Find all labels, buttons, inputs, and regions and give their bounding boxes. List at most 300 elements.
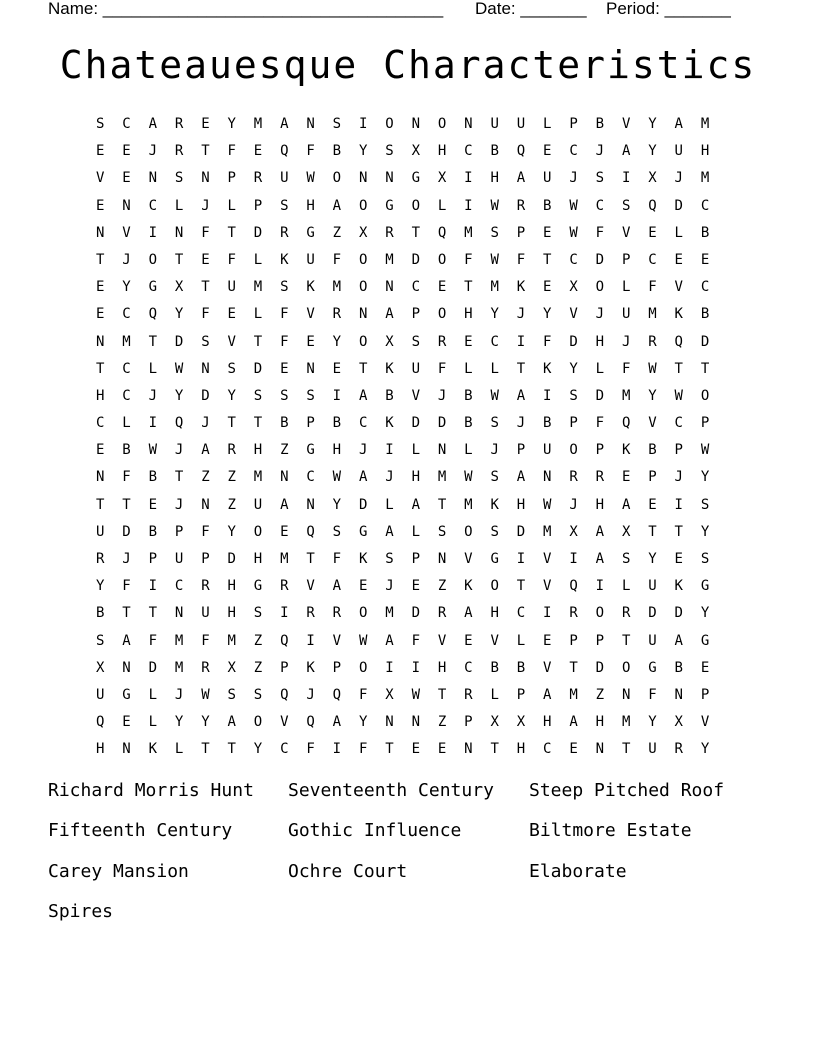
grid-letter: E (280, 523, 289, 540)
grid-letter: X (621, 523, 631, 540)
grid-letter: R (595, 469, 605, 486)
word-list-item: Gothic Influence (288, 820, 462, 842)
grid-letter: O (595, 279, 605, 296)
grid-letter: N (543, 469, 552, 486)
grid-letter: P (648, 469, 657, 486)
grid-letter: E (306, 333, 315, 350)
grid-letter: I (306, 632, 315, 649)
grid-letter: T (148, 605, 158, 622)
grid-letter: A (543, 686, 552, 703)
grid-row (96, 332, 727, 359)
grid-letter: N (437, 442, 447, 459)
grid-letter: E (280, 360, 289, 377)
grid-letter: N (280, 469, 289, 486)
grid-letter: L (543, 116, 552, 132)
grid-letter: T (674, 523, 683, 540)
grid-letter: A (148, 116, 158, 132)
grid-letter: M (253, 279, 263, 296)
grid-letter: W (464, 469, 473, 486)
grid-letter: L (148, 686, 158, 703)
grid-letter: S (621, 551, 631, 567)
grid-letter: N (201, 496, 210, 513)
grid-letter: T (385, 741, 394, 758)
grid-letter: A (358, 387, 368, 404)
grid-letter: Y (174, 306, 184, 323)
grid-row (96, 304, 727, 331)
grid-letter: J (358, 442, 368, 459)
word-list-item: Carey Mansion (48, 860, 189, 882)
grid-letter: Z (201, 469, 210, 486)
grid-letter: L (490, 686, 499, 703)
grid-letter: S (280, 279, 289, 296)
grid-letter: W (648, 360, 657, 377)
grid-letter: U (306, 251, 315, 268)
grid-letter: C (543, 741, 552, 758)
grid-row (96, 467, 727, 494)
grid-letter: H (253, 551, 263, 567)
grid-letter: K (280, 251, 289, 268)
grid-letter: L (122, 415, 131, 432)
grid-letter: U (674, 143, 683, 160)
grid-letter: C (700, 197, 710, 214)
grid-letter: X (569, 523, 578, 540)
grid-letter: S (700, 551, 710, 567)
grid-letter: C (122, 116, 131, 132)
grid-letter: W (148, 442, 158, 459)
grid-letter: V (411, 387, 420, 404)
grid-letter: T (648, 523, 657, 540)
grid-letter: T (437, 496, 447, 513)
grid-letter: B (385, 387, 394, 404)
grid-letter: M (621, 714, 631, 731)
grid-row (96, 413, 727, 440)
grid-letter: S (411, 333, 420, 350)
grid-letter: P (411, 306, 420, 323)
grid-letter: M (569, 686, 578, 703)
grid-letter: J (674, 170, 683, 187)
grid-letter: O (148, 251, 158, 268)
grid-letter: I (148, 415, 158, 432)
grid-letter: L (595, 360, 605, 377)
grid-letter: K (306, 279, 315, 296)
grid-letter: I (148, 578, 158, 595)
grid-letter: P (700, 415, 710, 432)
grid-letter: I (516, 551, 526, 567)
grid-letter: G (648, 659, 657, 676)
grid-letter: B (700, 306, 710, 323)
grid-letter: N (174, 605, 184, 622)
grid-letter: H (516, 496, 526, 513)
grid-letter: Q (569, 578, 578, 595)
grid-letter: B (490, 143, 499, 160)
grid-letter: X (437, 170, 447, 187)
grid-letter: X (385, 686, 394, 703)
grid-letter: B (332, 143, 342, 160)
grid-letter: H (332, 442, 342, 459)
grid-letter: L (674, 224, 683, 241)
grid-letter: V (490, 632, 499, 649)
grid-letter: E (201, 116, 210, 132)
grid-letter: M (227, 632, 236, 649)
grid-letter: G (700, 632, 710, 649)
grid-letter: C (464, 143, 473, 160)
grid-letter: R (96, 551, 105, 567)
grid-letter: O (700, 387, 710, 404)
grid-letter: M (332, 279, 342, 296)
grid-letter: S (490, 523, 499, 540)
grid-letter: G (700, 578, 710, 595)
grid-letter: Y (648, 143, 657, 160)
grid-letter: I (385, 442, 394, 459)
grid-letter: T (174, 469, 184, 486)
grid-letter: N (595, 741, 605, 758)
grid-letter: Y (358, 714, 368, 731)
grid-row (96, 658, 727, 685)
grid-letter: T (227, 415, 236, 432)
grid-letter: F (543, 333, 552, 350)
grid-letter: D (253, 224, 263, 241)
grid-letter: D (358, 496, 368, 513)
grid-letter: Y (700, 523, 710, 540)
grid-letter: H (306, 197, 315, 214)
grid-letter: Q (306, 714, 315, 731)
grid-letter: T (96, 360, 105, 377)
grid-letter: L (621, 279, 631, 296)
grid-letter: H (411, 469, 420, 486)
grid-letter: F (464, 251, 473, 268)
grid-letter: P (306, 415, 315, 432)
grid-letter: M (621, 387, 631, 404)
grid-letter: H (437, 659, 447, 676)
grid-letter: N (174, 224, 184, 241)
grid-letter: J (306, 686, 315, 703)
grid-letter: S (280, 387, 289, 404)
word-list-item: Elaborate (529, 860, 627, 882)
grid-letter: F (122, 578, 131, 595)
grid-letter: Y (227, 387, 236, 404)
grid-letter: S (569, 387, 578, 404)
grid-letter: O (385, 116, 394, 132)
grid-letter: J (174, 686, 184, 703)
grid-letter: T (674, 360, 683, 377)
grid-letter: A (332, 578, 342, 595)
grid-row (96, 549, 727, 576)
grid-letter: F (516, 251, 526, 268)
grid-letter: E (96, 143, 105, 160)
grid-letter: Y (174, 714, 184, 731)
grid-letter: D (595, 251, 605, 268)
grid-row (96, 250, 727, 277)
grid-letter: T (569, 659, 578, 676)
grid-letter: I (543, 605, 552, 622)
grid-letter: O (464, 523, 473, 540)
grid-letter: D (516, 523, 526, 540)
grid-letter: K (358, 551, 368, 567)
grid-letter: E (96, 306, 105, 323)
grid-letter: Z (253, 632, 263, 649)
grid-letter: H (437, 143, 447, 160)
grid-letter: A (516, 170, 526, 187)
grid-letter: Z (437, 714, 447, 731)
grid-letter: N (411, 714, 420, 731)
grid-letter: E (464, 632, 473, 649)
grid-letter: H (464, 306, 473, 323)
grid-letter: V (569, 306, 578, 323)
grid-letter: M (174, 632, 184, 649)
grid-letter: M (700, 116, 710, 132)
grid-letter: Q (280, 143, 289, 160)
grid-letter: C (674, 415, 683, 432)
grid-letter: D (227, 551, 236, 567)
grid-letter: H (595, 714, 605, 731)
grid-letter: Y (648, 387, 657, 404)
word-list-item: Steep Pitched Roof (529, 780, 725, 801)
grid-letter: Q (674, 333, 683, 350)
grid-letter: S (253, 686, 263, 703)
grid-letter: Q (280, 686, 289, 703)
grid-letter: R (385, 224, 394, 241)
grid-letter: K (674, 578, 683, 595)
grid-letter: X (516, 714, 526, 731)
grid-letter: A (595, 551, 605, 567)
grid-row (96, 359, 727, 386)
grid-letter: T (227, 224, 236, 241)
grid-letter: R (516, 197, 526, 214)
grid-letter: F (227, 143, 236, 160)
grid-letter: S (96, 116, 105, 132)
grid-letter: A (674, 116, 683, 132)
grid-letter: S (332, 116, 342, 132)
grid-letter: S (385, 551, 394, 567)
grid-letter: V (96, 170, 105, 187)
grid-row (96, 196, 727, 223)
grid-letter: R (648, 333, 657, 350)
grid-row (96, 603, 727, 630)
grid-letter: W (201, 686, 210, 703)
grid-letter: P (569, 415, 578, 432)
grid-letter: N (385, 170, 394, 187)
grid-letter: T (358, 360, 368, 377)
grid-letter: R (306, 605, 315, 622)
grid-letter: A (227, 714, 236, 731)
grid-letter: O (358, 659, 368, 676)
grid-letter: H (490, 605, 499, 622)
grid-letter: I (332, 741, 342, 758)
grid-letter: Y (648, 551, 657, 567)
grid-letter: L (490, 360, 499, 377)
grid-letter: F (306, 741, 315, 758)
grid-letter: B (122, 442, 131, 459)
grid-row (96, 712, 727, 739)
grid-letter: I (569, 551, 578, 567)
grid-letter: S (490, 224, 499, 241)
grid-letter: T (516, 360, 526, 377)
grid-letter: S (280, 197, 289, 214)
grid-letter: P (174, 523, 184, 540)
word-list-item: Richard Morris Hunt (48, 780, 254, 801)
grid-letter: N (122, 197, 131, 214)
grid-letter: S (385, 143, 394, 160)
grid-letter: O (437, 306, 447, 323)
grid-letter: V (621, 116, 631, 132)
grid-letter: L (148, 714, 158, 731)
grid-letter: P (201, 551, 210, 567)
grid-letter: K (385, 360, 394, 377)
grid-letter: P (516, 224, 526, 241)
grid-letter: D (148, 659, 158, 676)
grid-letter: C (280, 741, 289, 758)
grid-letter: F (621, 360, 631, 377)
grid-letter: E (648, 224, 657, 241)
grid-letter: M (385, 251, 394, 268)
grid-letter: Y (569, 360, 578, 377)
grid-letter: T (464, 279, 473, 296)
grid-letter: W (174, 360, 184, 377)
grid-letter: Q (516, 143, 526, 160)
grid-letter: W (674, 387, 683, 404)
grid-letter: V (306, 306, 315, 323)
grid-letter: X (569, 279, 578, 296)
grid-letter: Y (700, 741, 710, 758)
grid-letter: V (464, 551, 473, 567)
grid-letter: J (569, 170, 578, 187)
grid-letter: T (621, 632, 631, 649)
grid-letter: D (174, 333, 184, 350)
grid-letter: Y (700, 469, 710, 486)
grid-letter: T (253, 415, 263, 432)
grid-letter: H (227, 578, 236, 595)
grid-letter: W (490, 387, 499, 404)
grid-letter: T (122, 605, 131, 622)
grid-letter: J (122, 251, 131, 268)
word-list-item: Seventeenth Century (288, 780, 494, 801)
grid-letter: N (358, 306, 368, 323)
grid-letter: P (595, 632, 605, 649)
grid-letter: G (306, 442, 315, 459)
grid-letter: C (490, 333, 499, 350)
grid-letter: R (437, 333, 447, 350)
grid-letter: Y (358, 143, 368, 160)
grid-letter: A (411, 496, 420, 513)
grid-letter: N (464, 741, 473, 758)
grid-letter: A (516, 469, 526, 486)
grid-letter: H (700, 143, 710, 160)
grid-letter: S (227, 686, 236, 703)
grid-row (96, 386, 727, 413)
grid-letter: U (253, 496, 263, 513)
grid-letter: I (595, 578, 605, 595)
grid-letter: P (516, 686, 526, 703)
grid-letter: F (227, 251, 236, 268)
grid-letter: J (595, 306, 605, 323)
grid-letter: M (543, 523, 552, 540)
grid-letter: T (96, 496, 105, 513)
grid-letter: U (648, 632, 657, 649)
grid-letter: N (201, 360, 210, 377)
grid-letter: O (411, 197, 420, 214)
grid-letter: S (332, 523, 342, 540)
grid-letter: P (700, 686, 710, 703)
grid-letter: S (437, 523, 447, 540)
grid-letter: W (543, 496, 552, 513)
grid-letter: T (306, 551, 315, 567)
grid-letter: J (595, 143, 605, 160)
grid-letter: L (516, 632, 526, 649)
grid-letter: Z (280, 442, 289, 459)
grid-letter: L (437, 197, 447, 214)
grid-letter: I (358, 116, 368, 132)
grid-letter: N (306, 496, 315, 513)
grid-letter: F (201, 224, 210, 241)
grid-letter: F (201, 632, 210, 649)
grid-letter: Q (148, 306, 158, 323)
grid-letter: R (174, 116, 184, 132)
grid-letter: E (674, 551, 683, 567)
grid-letter: V (122, 224, 131, 241)
grid-letter: K (385, 415, 394, 432)
grid-letter: O (595, 605, 605, 622)
grid-letter: R (464, 686, 473, 703)
name-field: Name: ____________________________________ (48, 0, 444, 18)
grid-row (96, 685, 727, 712)
grid-letter: V (227, 333, 236, 350)
grid-letter: V (674, 279, 683, 296)
grid-letter: K (490, 496, 499, 513)
grid-letter: P (516, 442, 526, 459)
grid-letter: B (543, 415, 552, 432)
grid-letter: W (306, 170, 315, 187)
letter-grid (96, 114, 727, 767)
grid-letter: S (700, 496, 710, 513)
grid-letter: L (227, 197, 236, 214)
grid-letter: R (621, 605, 631, 622)
grid-letter: N (464, 116, 473, 132)
grid-letter: H (595, 333, 605, 350)
grid-letter: I (543, 387, 552, 404)
grid-letter: E (464, 333, 473, 350)
grid-letter: M (280, 551, 289, 567)
grid-letter: Y (122, 279, 131, 296)
grid-letter: Y (332, 496, 342, 513)
grid-letter: Y (543, 306, 552, 323)
grid-letter: Q (332, 686, 342, 703)
grid-letter: M (464, 496, 473, 513)
grid-letter: B (148, 523, 158, 540)
grid-letter: A (385, 306, 394, 323)
grid-letter: Q (96, 714, 105, 731)
grid-letter: J (490, 442, 499, 459)
grid-letter: L (148, 360, 158, 377)
grid-letter: D (253, 360, 263, 377)
grid-letter: X (227, 659, 236, 676)
grid-letter: E (332, 360, 342, 377)
grid-letter: S (253, 387, 263, 404)
grid-letter: J (385, 578, 394, 595)
grid-letter: E (621, 469, 631, 486)
grid-letter: I (332, 387, 342, 404)
grid-letter: C (700, 279, 710, 296)
grid-letter: C (96, 415, 105, 432)
grid-letter: O (437, 116, 447, 132)
grid-letter: R (253, 170, 263, 187)
grid-letter: I (464, 170, 473, 187)
grid-letter: D (411, 251, 420, 268)
date-field: Date: _______ (475, 0, 587, 18)
grid-letter: N (306, 116, 315, 132)
grid-letter: N (122, 659, 131, 676)
grid-letter: C (569, 143, 578, 160)
grid-letter: F (201, 306, 210, 323)
